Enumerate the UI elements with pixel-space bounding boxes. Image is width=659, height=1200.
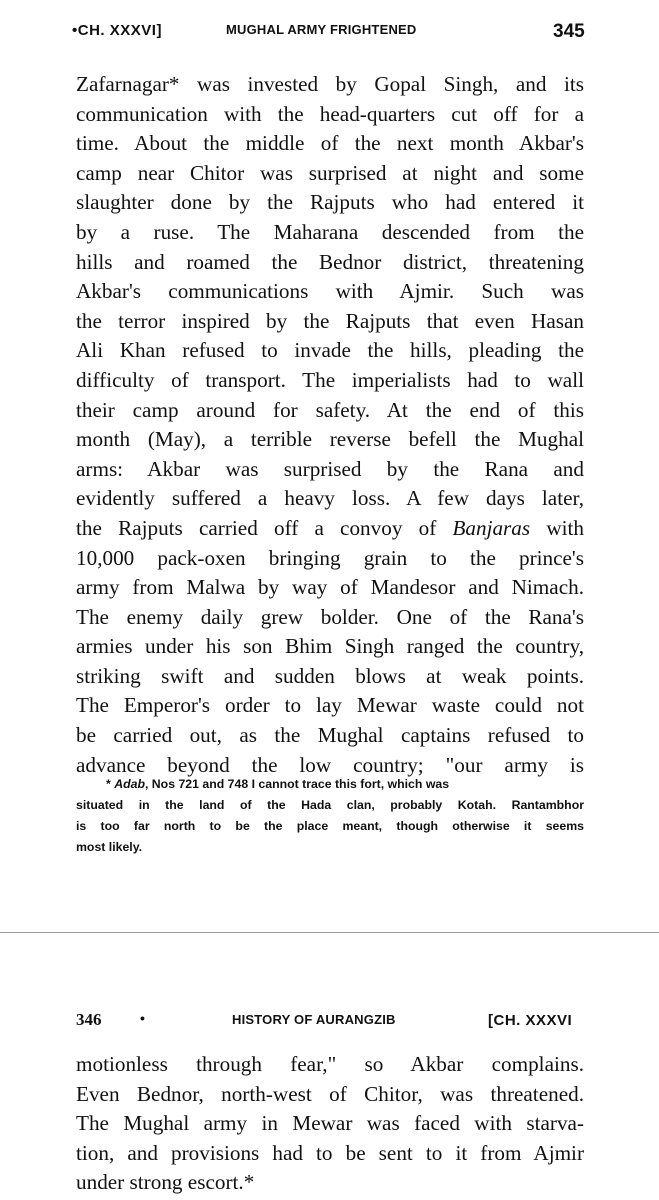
page-345-body <box>76 70 584 780</box>
text-fragment: with <box>546 515 584 540</box>
text-line: the terror inspired by the Rajputs that even Hasan <box>76 308 584 333</box>
footnote-line: situated in the land of the Hada clan, probably Kotah. Rantambhor <box>76 798 584 812</box>
footnote-line: is too far north to be the place meant, though otherwise it seems <box>76 819 584 833</box>
text-line: their camp around for safety. At the end of this <box>76 397 584 422</box>
footnote-marker: * <box>106 777 111 791</box>
text-line: striking swift and sudden blows at weak points. <box>76 663 584 688</box>
text-line: arms: Akbar was surprised by the Rana and <box>76 456 584 481</box>
text-line: 10,000 pack-oxen bringing grain to the prince's <box>76 545 584 570</box>
text-line: camp near Chitor was surprised at night and some <box>76 160 584 185</box>
chapter-label: [CH. XXXVI <box>488 1012 573 1029</box>
text-line: time. About the middle of the next month Akbar's <box>76 131 584 156</box>
running-title: HISTORY OF AURANGZIB <box>232 1012 396 1027</box>
page-number: 346 <box>76 1010 102 1029</box>
footnote-text: , Nos 721 and 748 I cannot trace this fort, which was <box>144 777 450 791</box>
page-346-body <box>76 1050 584 1198</box>
italic-word: Banjaras <box>452 515 531 540</box>
bullet-mark: • <box>140 1010 145 1026</box>
text-line: Zafarnagar* was invested by Gopal Singh, and its <box>76 72 584 96</box>
text-line: communication with the head-quarters cut off for a <box>76 101 584 126</box>
page-header-346 <box>0 1012 659 1036</box>
text-line: Even Bednor, north-west of Chitor, was threatened. <box>76 1081 584 1106</box>
page-header-345 <box>0 22 659 46</box>
text-line: difficulty of transport. The imperialists had to wall <box>76 367 584 392</box>
page-divider <box>0 932 659 933</box>
text-line: slaughter done by the Rajputs who had entered it <box>76 190 584 215</box>
page-number: 345 <box>553 21 585 42</box>
text-fragment <box>530 516 546 540</box>
text-line: evidently suffered a heavy loss. A few days later, <box>76 486 584 511</box>
text-line: armies under his son Bhim Singh ranged the country, <box>76 634 584 659</box>
text-line: army from Malwa by way of Mandesor and Nimach. <box>76 575 584 600</box>
text-line: The enemy daily grew bolder. One of the Rana's <box>76 604 584 629</box>
text-line: advance beyond the low country; "our army is <box>76 752 584 777</box>
running-title: MUGHAL ARMY FRIGHTENED <box>226 22 417 37</box>
text-line: The Mughal army in Mewar was faced with starva- <box>76 1111 584 1136</box>
footnote <box>76 774 584 858</box>
text-line: tion, and provisions had to be sent to it from Ajmir <box>76 1140 584 1165</box>
text-line: under strong escort.* <box>76 1170 255 1195</box>
text-line: by a ruse. The Maharana descended from the <box>76 219 584 244</box>
text-line: Akbar's communications with Ajmir. Such was <box>76 279 584 304</box>
text-line <box>76 514 584 544</box>
text-line: Ali Khan refused to invade the hills, pleading the <box>76 338 584 363</box>
text-line: motionless through fear," so Akbar complains. <box>76 1052 584 1076</box>
text-line: hills and roamed the Bednor district, threatening <box>76 249 584 274</box>
footnote-line: most likely. <box>76 840 143 854</box>
text-fragment: the Rajputs carried off a convoy of <box>76 515 453 540</box>
chapter-label: •CH. XXXVI] <box>72 22 162 39</box>
text-line: be carried out, as the Mughal captains refused to <box>76 723 584 748</box>
footnote-line <box>76 774 584 795</box>
footnote-source: Adab <box>114 777 145 791</box>
text-line: month (May), a terrible reverse befell the Mughal <box>76 427 584 452</box>
text-line: The Emperor's order to lay Mewar waste could not <box>76 693 584 718</box>
